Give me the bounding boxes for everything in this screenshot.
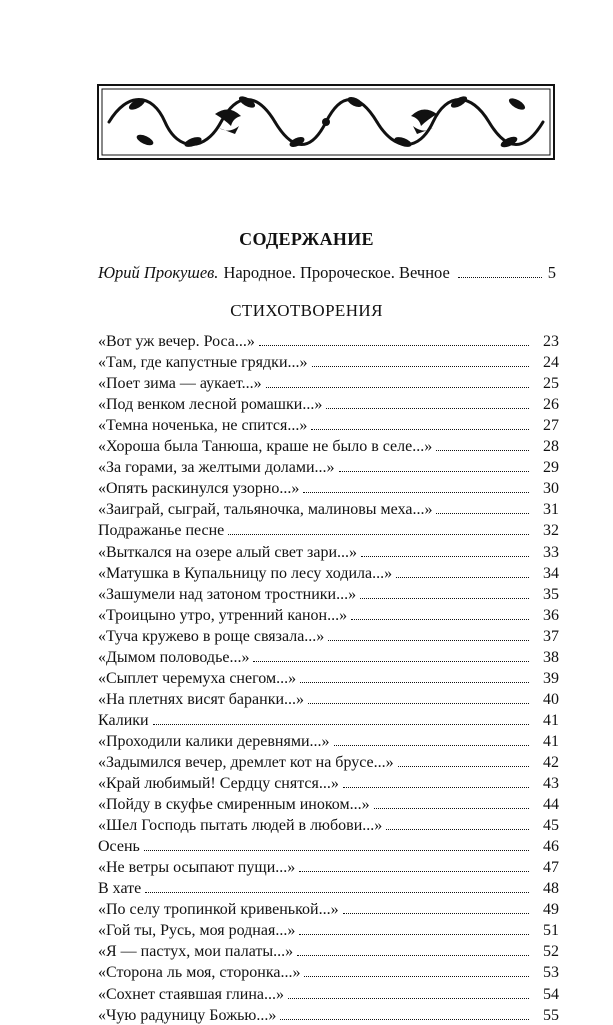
toc-entry[interactable] (98, 772, 559, 793)
toc-entry-page: 32 (543, 522, 559, 540)
dot-leader (386, 829, 529, 830)
dot-leader (299, 871, 529, 872)
dot-leader (311, 429, 529, 430)
toc-entry-page: 41 (543, 732, 559, 750)
toc-entry-page: 26 (543, 396, 559, 414)
toc-entry[interactable] (98, 625, 559, 646)
dot-leader (458, 277, 542, 278)
dot-leader (326, 408, 529, 409)
dot-leader (145, 892, 529, 893)
toc-entry[interactable] (98, 393, 559, 414)
dot-leader (343, 913, 529, 914)
toc-entry-page: 48 (543, 880, 559, 898)
dot-leader (308, 703, 529, 704)
toc-entry-page: 38 (543, 648, 559, 666)
toc-entry-title: «Шел Господь пытать людей в любови...» (98, 817, 383, 835)
ornamental-header-image (97, 84, 555, 160)
toc-entry[interactable] (98, 540, 559, 561)
toc-entry[interactable] (98, 477, 559, 498)
toc-entry[interactable] (98, 667, 559, 688)
toc-entry-page: 29 (543, 459, 559, 477)
toc-entry-title: «Хороша была Танюша, краше не было в селе...» (98, 438, 433, 456)
toc-entry[interactable] (98, 793, 559, 814)
dot-leader (436, 513, 529, 514)
toc-entry-page: 54 (543, 985, 559, 1003)
dot-leader (360, 598, 529, 599)
toc-entry-title: «Чую радуницу Божью...» (98, 1006, 277, 1024)
toc-entry[interactable] (98, 751, 559, 772)
toc-entry-page: 23 (543, 333, 559, 351)
toc-entry[interactable] (98, 982, 559, 1003)
toc-entry-title: «Матушка в Купальницу по лесу ходила...» (98, 564, 393, 582)
toc-entry[interactable] (98, 940, 559, 961)
dot-leader (297, 955, 529, 956)
toc-entry-page: 27 (543, 417, 559, 435)
dot-leader (280, 1019, 529, 1020)
toc-entry[interactable] (98, 562, 559, 583)
toc-list (98, 330, 559, 1025)
dot-leader (259, 345, 529, 346)
dot-leader (396, 577, 529, 578)
dot-leader (304, 976, 529, 977)
toc-entry-title: «Сохнет стаявшая глина...» (98, 985, 284, 1003)
toc-entry-title: «Поет зима — аукает...» (98, 375, 262, 393)
toc-entry[interactable] (98, 583, 559, 604)
toc-entry-title: «Проходили калики деревнями...» (98, 732, 330, 750)
toc-entry-title: «По селу тропинкой кривенькой...» (98, 901, 339, 919)
toc-entry[interactable] (98, 372, 559, 393)
toc-entry-title: «За горами, за желтыми долами...» (98, 459, 335, 477)
toc-entry-title: «Край любимый! Сердцу снятся...» (98, 775, 339, 793)
toc-entry[interactable] (98, 330, 559, 351)
toc-entry[interactable] (98, 814, 559, 835)
dot-leader (288, 998, 529, 999)
toc-entry-title: «Троицыно утро, утренний канон...» (98, 606, 348, 624)
toc-entry-page: 43 (543, 775, 559, 793)
toc-entry[interactable] (98, 604, 559, 625)
toc-entry-title: Подражанье песне (98, 522, 225, 540)
toc-entry-title: «Задымился вечер, дремлет кот на брусе...» (98, 753, 394, 771)
toc-entry-page: 36 (543, 606, 559, 624)
toc-entry-title: «Под венком лесной ромашки...» (98, 396, 323, 414)
toc-entry-page: 24 (543, 354, 559, 372)
toc-entry-title: «Заиграй, сыграй, тальяночка, малиновы меха...» (98, 501, 433, 519)
toc-entry[interactable] (98, 919, 559, 940)
toc-entry-title: «Туча кружево в роще связала...» (98, 627, 325, 645)
toc-entry[interactable] (98, 498, 559, 519)
toc-entry-page: 41 (543, 711, 559, 729)
dot-leader (398, 766, 529, 767)
toc-entry-page: 46 (543, 838, 559, 856)
toc-entry-page: 28 (543, 438, 559, 456)
toc-entry[interactable] (98, 730, 559, 751)
toc-entry-page: 51 (543, 922, 559, 940)
toc-entry-title: В хате (98, 880, 142, 898)
toc-entry[interactable] (98, 856, 559, 877)
toc-entry-page: 52 (543, 943, 559, 961)
toc-entry-page: 34 (543, 564, 559, 582)
toc-entry-title: «Я — пастух, мои палаты...» (98, 943, 294, 961)
dot-leader (343, 787, 529, 788)
dot-leader (312, 366, 530, 367)
toc-entry-title: «Опять раскинулся узорно...» (98, 480, 300, 498)
toc-entry-title: «Гой ты, Русь, моя родная...» (98, 922, 296, 940)
toc-entry-title: «Темна ноченька, не спится...» (98, 417, 308, 435)
toc-entry-title: «Вот уж вечер. Роса...» (98, 333, 255, 351)
dot-leader (361, 556, 529, 557)
toc-entry[interactable] (98, 877, 559, 898)
dot-leader (299, 934, 529, 935)
toc-entry-title: «Не ветры осыпают пущи...» (98, 859, 296, 877)
toc-entry-page: 25 (543, 375, 559, 393)
intro-entry[interactable] (98, 259, 556, 283)
toc-entry-page: 40 (543, 690, 559, 708)
toc-entry-page: 49 (543, 901, 559, 919)
dot-leader (334, 745, 530, 746)
toc-entry-title: Калики (98, 711, 149, 729)
dot-leader (303, 492, 529, 493)
toc-entry-title: «Дымом половодье...» (98, 648, 250, 666)
toc-entry-page: 35 (543, 585, 559, 603)
toc-entry-page: 45 (543, 817, 559, 835)
toc-entry[interactable] (98, 709, 559, 730)
toc-entry[interactable] (98, 1004, 559, 1025)
dot-leader (144, 850, 529, 851)
toc-entry[interactable] (98, 835, 559, 856)
toc-entry[interactable] (98, 961, 559, 982)
dot-leader (436, 450, 529, 451)
toc-entry[interactable] (98, 351, 559, 372)
toc-entry-page: 33 (543, 543, 559, 561)
toc-entry[interactable] (98, 519, 559, 540)
intro-title: Народное. Пророческое. Вечное (223, 263, 450, 282)
dot-leader (339, 471, 529, 472)
toc-entry-page: 30 (543, 480, 559, 498)
toc-entry-page: 31 (543, 501, 559, 519)
toc-entry[interactable] (98, 688, 559, 709)
toc-entry[interactable] (98, 646, 559, 667)
toc-entry-page: 55 (543, 1006, 559, 1024)
toc-entry-page: 37 (543, 627, 559, 645)
toc-entry-title: «Там, где капустные грядки...» (98, 354, 308, 372)
toc-entry-page: 53 (543, 964, 559, 982)
toc-entry-title: «На плетнях висят баранки...» (98, 690, 305, 708)
dot-leader (351, 619, 529, 620)
toc-entry-title: «Пойду в скуфье смиренным иноком...» (98, 796, 370, 814)
toc-entry-page: 47 (543, 859, 559, 877)
intro-author: Юрий Прокушев. (98, 263, 219, 282)
contents-heading: СОДЕРЖАНИЕ (239, 229, 374, 249)
section-title: СТИХОТВОРЕНИЯ (230, 301, 383, 320)
toc-entry-title: Осень (98, 838, 140, 856)
toc-entry[interactable] (98, 414, 559, 435)
toc-entry-title: «Сыплет черемуха снегом...» (98, 669, 297, 687)
toc-entry-title: «Зашумели над затоном тростники...» (98, 585, 357, 603)
dot-leader (266, 387, 529, 388)
toc-entry-title: «Выткался на озере алый свет зари...» (98, 543, 357, 561)
toc-entry[interactable] (98, 435, 559, 456)
dot-leader (328, 640, 529, 641)
toc-entry[interactable] (98, 898, 559, 919)
dot-leader (374, 808, 529, 809)
dot-leader (253, 661, 529, 662)
toc-entry-page: 42 (543, 753, 559, 771)
toc-entry-title: «Сторона ль моя, сторонка...» (98, 964, 301, 982)
intro-page-number: 5 (547, 263, 556, 282)
toc-entry-page: 44 (543, 796, 559, 814)
dot-leader (153, 724, 529, 725)
toc-entry-page: 39 (543, 669, 559, 687)
dot-leader (228, 534, 529, 535)
toc-entry[interactable] (98, 456, 559, 477)
dot-leader (300, 682, 529, 683)
